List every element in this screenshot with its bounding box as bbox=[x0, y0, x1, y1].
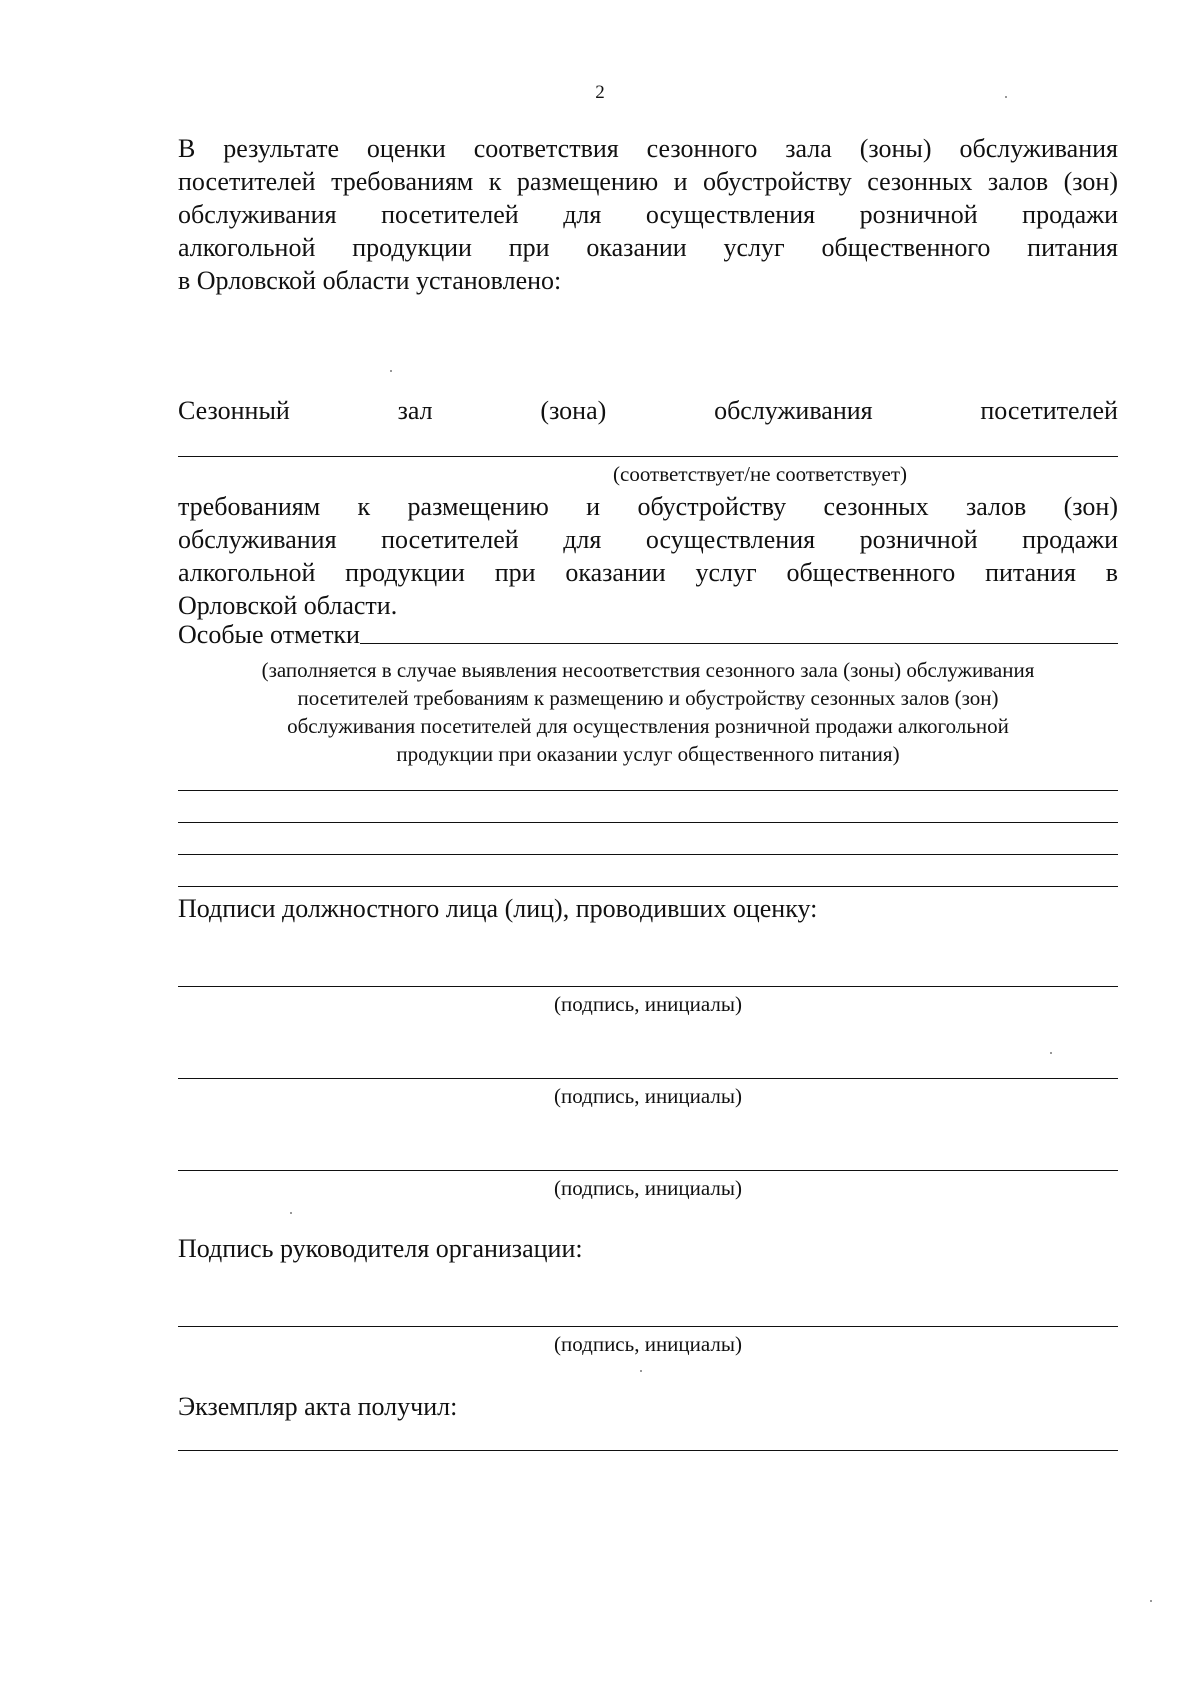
receipt-heading: Экземпляр акта получил: bbox=[178, 1392, 458, 1421]
verdict-word: зал bbox=[397, 396, 433, 425]
verdict-line: Орловской области. bbox=[178, 591, 398, 620]
verdict-subject bbox=[178, 396, 1118, 426]
receipt-signature-line[interactable] bbox=[178, 1450, 1118, 1451]
official-signature-line[interactable] bbox=[178, 1170, 1118, 1171]
verdict-paragraph bbox=[178, 490, 1118, 622]
verdict-line: обслуживания посетителей для осуществления розничной продажи bbox=[178, 525, 1118, 554]
scan-speck bbox=[1050, 1052, 1052, 1054]
verdict-fill-line[interactable] bbox=[178, 456, 1118, 457]
notes-hint bbox=[178, 656, 1118, 768]
verdict-word: обслуживания bbox=[714, 396, 873, 425]
official-signature-hint: (подпись, инициалы) bbox=[554, 1176, 742, 1200]
scan-speck bbox=[640, 1370, 642, 1372]
intro-line: алкогольной продукции при оказании услуг общественного питания bbox=[178, 233, 1118, 262]
notes-row bbox=[178, 620, 1118, 650]
notes-hint-line: обслуживания посетителей для осуществления розничной продажи алкогольной bbox=[287, 714, 1009, 738]
official-signature-line[interactable] bbox=[178, 986, 1118, 987]
scan-speck bbox=[290, 1212, 292, 1214]
verdict-hint: (соответствует/не соответствует) bbox=[613, 462, 907, 486]
scan-speck bbox=[390, 370, 392, 372]
notes-line[interactable] bbox=[178, 790, 1118, 791]
notes-line[interactable] bbox=[178, 854, 1118, 855]
page-number: 2 bbox=[595, 82, 605, 103]
verdict-line: алкогольной продукции при оказании услуг общественного питания в bbox=[178, 558, 1118, 587]
verdict-word: (зона) bbox=[540, 396, 607, 425]
notes-hint-line: посетителей требованиям к размещению и обустройству сезонных залов (зон) bbox=[297, 686, 999, 710]
head-signature-line[interactable] bbox=[178, 1326, 1118, 1327]
notes-line[interactable] bbox=[178, 822, 1118, 823]
official-signature-line[interactable] bbox=[178, 1078, 1118, 1079]
notes-hint-line: продукции при оказании услуг общественного питания) bbox=[396, 742, 900, 766]
intro-line: посетителей требованиям к размещению и обустройству сезонных залов (зон) bbox=[178, 167, 1118, 196]
notes-fill-line[interactable] bbox=[360, 643, 1118, 644]
notes-line[interactable] bbox=[178, 886, 1118, 887]
verdict-word: посетителей bbox=[980, 396, 1118, 425]
verdict-line: требованиям к размещению и обустройству сезонных залов (зон) bbox=[178, 492, 1118, 521]
notes-hint-line: (заполняется в случае выявления несоответствия сезонного зала (зоны) обслуживания bbox=[261, 658, 1035, 682]
officials-heading: Подписи должностного лица (лиц), проводивших оценку: bbox=[178, 894, 818, 923]
official-signature-hint: (подпись, инициалы) bbox=[554, 1084, 742, 1108]
verdict-word: Сезонный bbox=[178, 396, 290, 425]
intro-line: обслуживания посетителей для осуществления розничной продажи bbox=[178, 200, 1118, 229]
head-heading: Подпись руководителя организации: bbox=[178, 1234, 583, 1263]
head-signature-hint: (подпись, инициалы) bbox=[554, 1332, 742, 1356]
scan-speck bbox=[1005, 96, 1007, 98]
intro-line: в Орловской области установлено: bbox=[178, 266, 562, 295]
official-signature-hint: (подпись, инициалы) bbox=[554, 992, 742, 1016]
notes-label: Особые отметки bbox=[178, 620, 360, 649]
intro-paragraph bbox=[178, 132, 1118, 297]
scan-speck bbox=[1150, 1600, 1152, 1602]
intro-line: В результате оценки соответствия сезонного зала (зоны) обслуживания bbox=[178, 134, 1118, 163]
